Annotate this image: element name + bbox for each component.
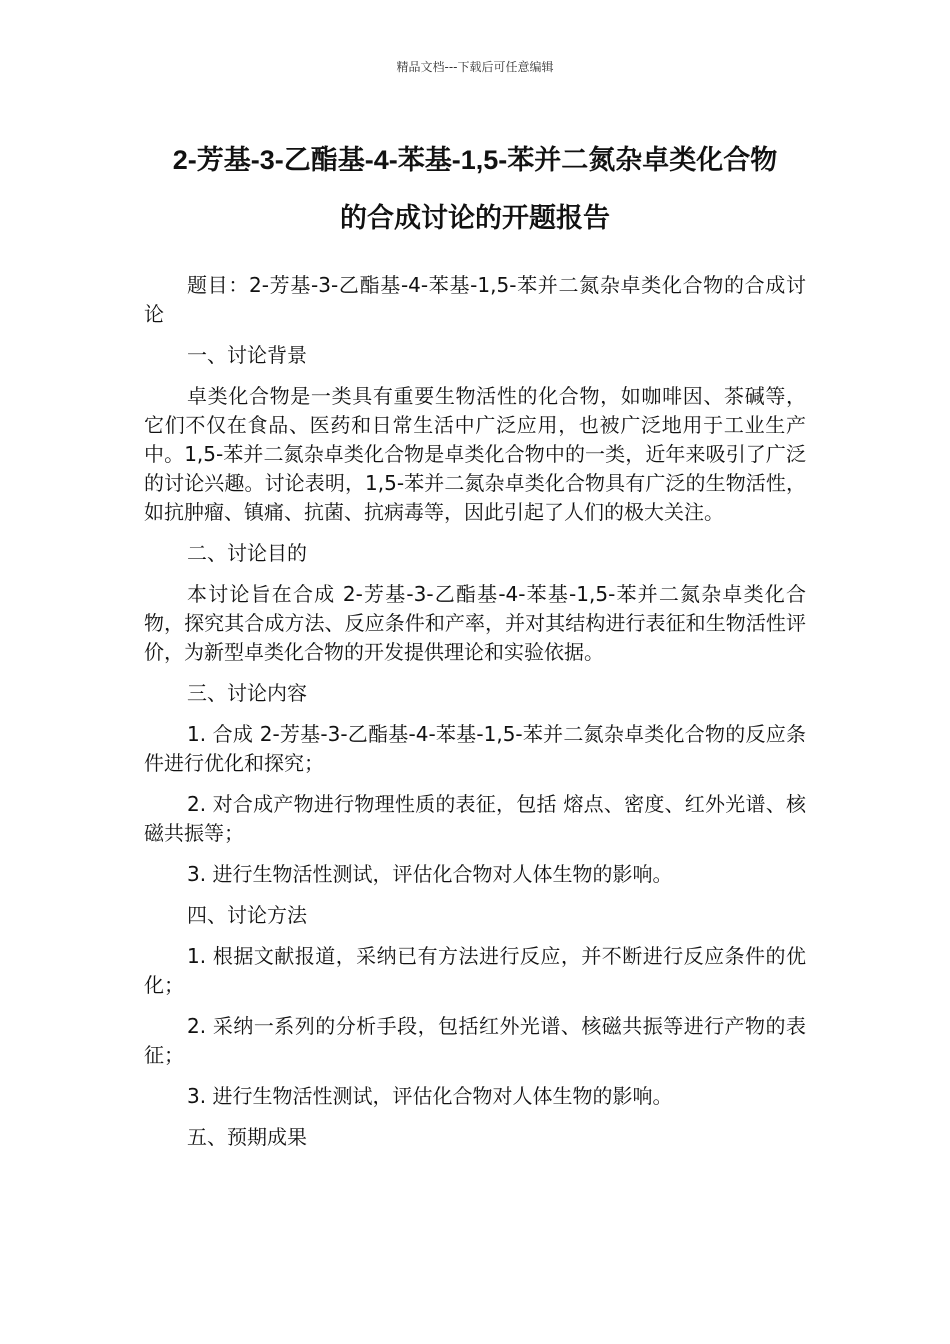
document-title-line-1: 2-芳基-3-乙酯基-4-苯基-1,5-苯并二氮杂卓类化合物: [172, 145, 778, 175]
method-item-2: 2. 采纳一系列的分析手段，包括红外光谱、核磁共振等进行产物的表征；: [144, 1014, 806, 1067]
topic-line: 题目：2-芳基-3-乙酯基-4-苯基-1,5-苯并二氮杂卓类化合物的合成讨论: [144, 273, 806, 326]
method-item-3: 3. 进行生物活性测试，评估化合物对人体生物的影响。: [187, 1084, 673, 1108]
header-note: 精品文档---下载后可任意编辑: [396, 60, 554, 74]
content-item-1: 1. 合成 2-芳基-3-乙酯基-4-苯基-1,5-苯并二氮杂卓类化合物的反应条件进行优化和探究；: [144, 722, 806, 775]
section-heading-methods: 四、讨论方法: [187, 903, 307, 927]
section-heading-purpose: 二、讨论目的: [187, 541, 307, 565]
section-heading-content: 三、讨论内容: [187, 681, 307, 705]
document-body: [144, 271, 806, 1164]
content-item-3: 3. 进行生物活性测试，评估化合物对人体生物的影响。: [187, 862, 673, 886]
content-item-2: 2. 对合成产物进行物理性质的表征，包括 熔点、密度、红外光谱、核磁共振等；: [144, 792, 806, 845]
section-heading-background: 一、讨论背景: [187, 343, 307, 367]
purpose-paragraph: 本讨论旨在合成 2-芳基-3-乙酯基-4-苯基-1,5-苯并二氮杂卓类化合物，探究其合成方法、反应条件和产率，并对其结构进行表征和生物活性评价，为新型卓类化合物的开发提供理论和实验依据。: [144, 582, 806, 664]
method-item-1: 1. 根据文献报道，采纳已有方法进行反应，并不断进行反应条件的优化；: [144, 944, 806, 997]
section-heading-expected-results: 五、预期成果: [187, 1125, 307, 1149]
document-title-line-2: 的合成讨论的开题报告: [340, 203, 610, 233]
background-paragraph: 卓类化合物是一类具有重要生物活性的化合物，如咖啡因、茶碱等，它们不仅在食品、医药和日常生活中广泛应用，也被广泛地用于工业生产中。1,5-苯并二氮杂卓类化合物是卓类化合物中的一类，近年来吸引了广泛的讨论兴趣。讨论表明，1,5-苯并二氮杂卓类化合物具有广泛的生物活性，如抗肿瘤、镇痛、抗菌、抗病毒等，因此引起了人们的极大关注。: [144, 384, 806, 524]
